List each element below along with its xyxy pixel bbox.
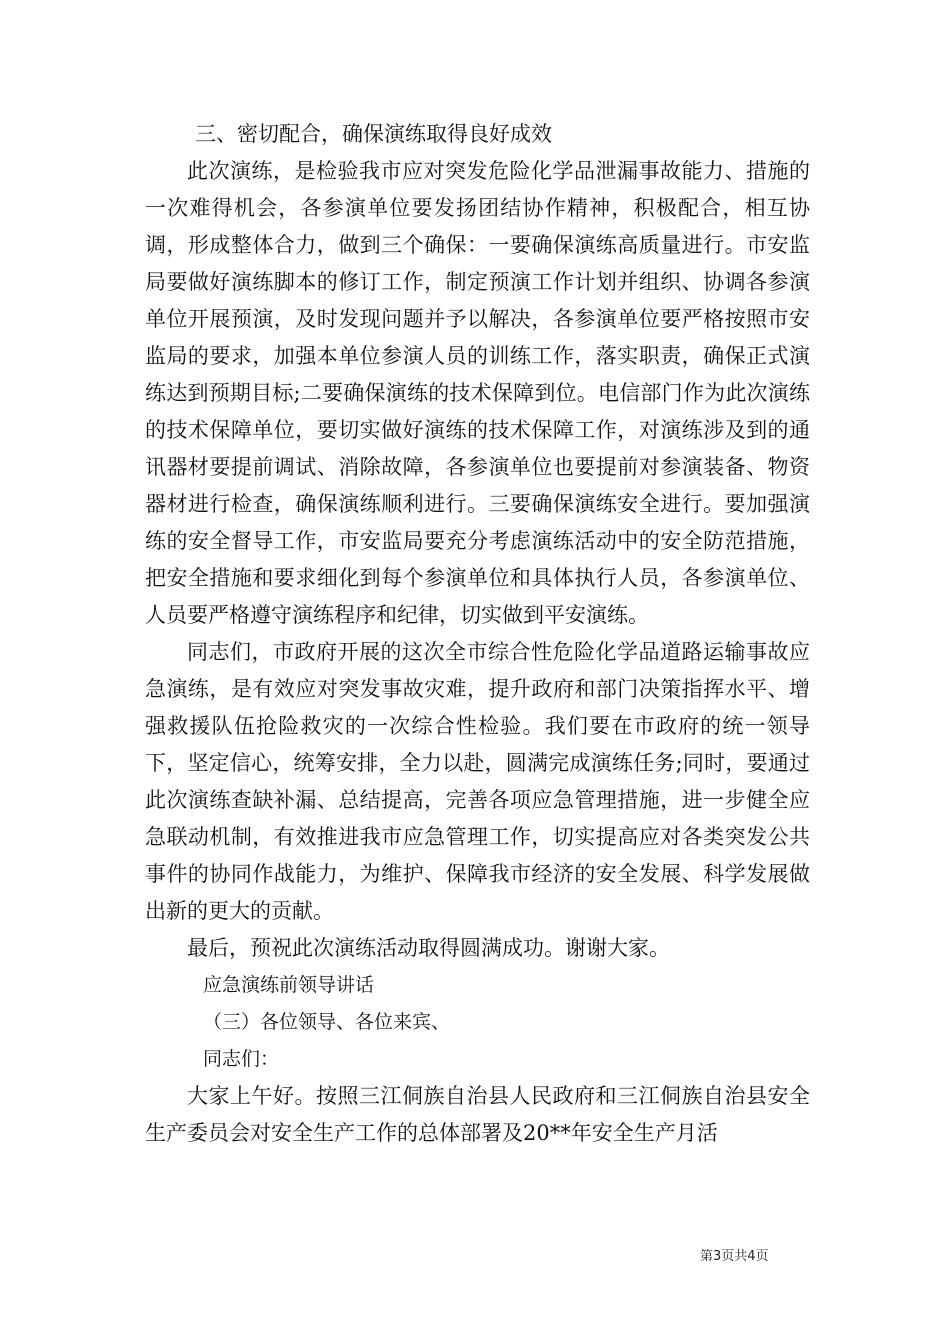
salutation-line: 同志们： [203,1048,280,1070]
document-body [145,116,810,1152]
page-indicator: 第3页共4页 [700,1249,769,1264]
paragraph-opening: 大家上午好。按照三江侗族自治县人民政府和三江侗族自治县安全生产委员会对安全生产工作的总体部署及20**年安全生产月活 [145,1084,810,1145]
paragraph-comrades: 同志们，市政府开展的这次全市综合性危险化学品道路运输事故应急演练，是有效应对突发事故灾难，提升政府和部门决策指挥水平、增强救援队伍抢险救灾的一次综合性检验。我们要在市政府的统一领导下，坚定信心，统筹安排，全力以赴，圆满完成演练任务;同时，要通过此次演练查缺补漏、总结提高，完善各项应急管理措施，进一步健全应急联动机制，有效推进我市应急管理工作，切实提高应对各类突发公共事件的协同作战能力，为维护、保障我市经济的安全发展、科学发展做出新的更大的贡献。 [145,640,810,923]
greeting-line: （三）各位领导、各位来宾、 [203,1011,451,1033]
closing-line: 最后，预祝此次演练活动取得圆满成功。谢谢大家。 [187,936,670,960]
paragraph-drill-requirements: 此次演练，是检验我市应对突发危险化学品泄漏事故能力、措施的一次难得机会，各参演单位要发扬团结协作精神，积极配合，相互协调，形成整体合力，做到三个确保：一要确保演练高质量进行。市安监局要做好演练脚本的修订工作，制定预演工作计划并组织、协调各参演单位开展预演，及时发现问题并予以解决，各参演单位要严格按照市安监局的要求，加强本单位参演人员的训练工作，落实职责，确保正式演练达到预期目标;二要确保演练的技术保障到位。电信部门作为此次演练的技术保障单位，要切实做好演练的技术保障工作，对演练涉及到的通讯器材要提前调试、消除故障，各参演单位也要提前对参演装备、物资器材进行检查，确保演练顺利进行。三要确保演练安全进行。要加强演练的安全督导工作，市安监局要充分考虑演练活动中的安全防范措施，把安全措施和要求细化到每个参演单位和具体执行人员，各参演单位、人员要严格遵守演练程序和纪律，切实做到平安演练。 [145,159,810,627]
next-speech-title: 应急演练前领导讲话 [203,974,375,996]
section-heading: 三、密切配合，确保演练取得良好成效 [195,122,552,146]
